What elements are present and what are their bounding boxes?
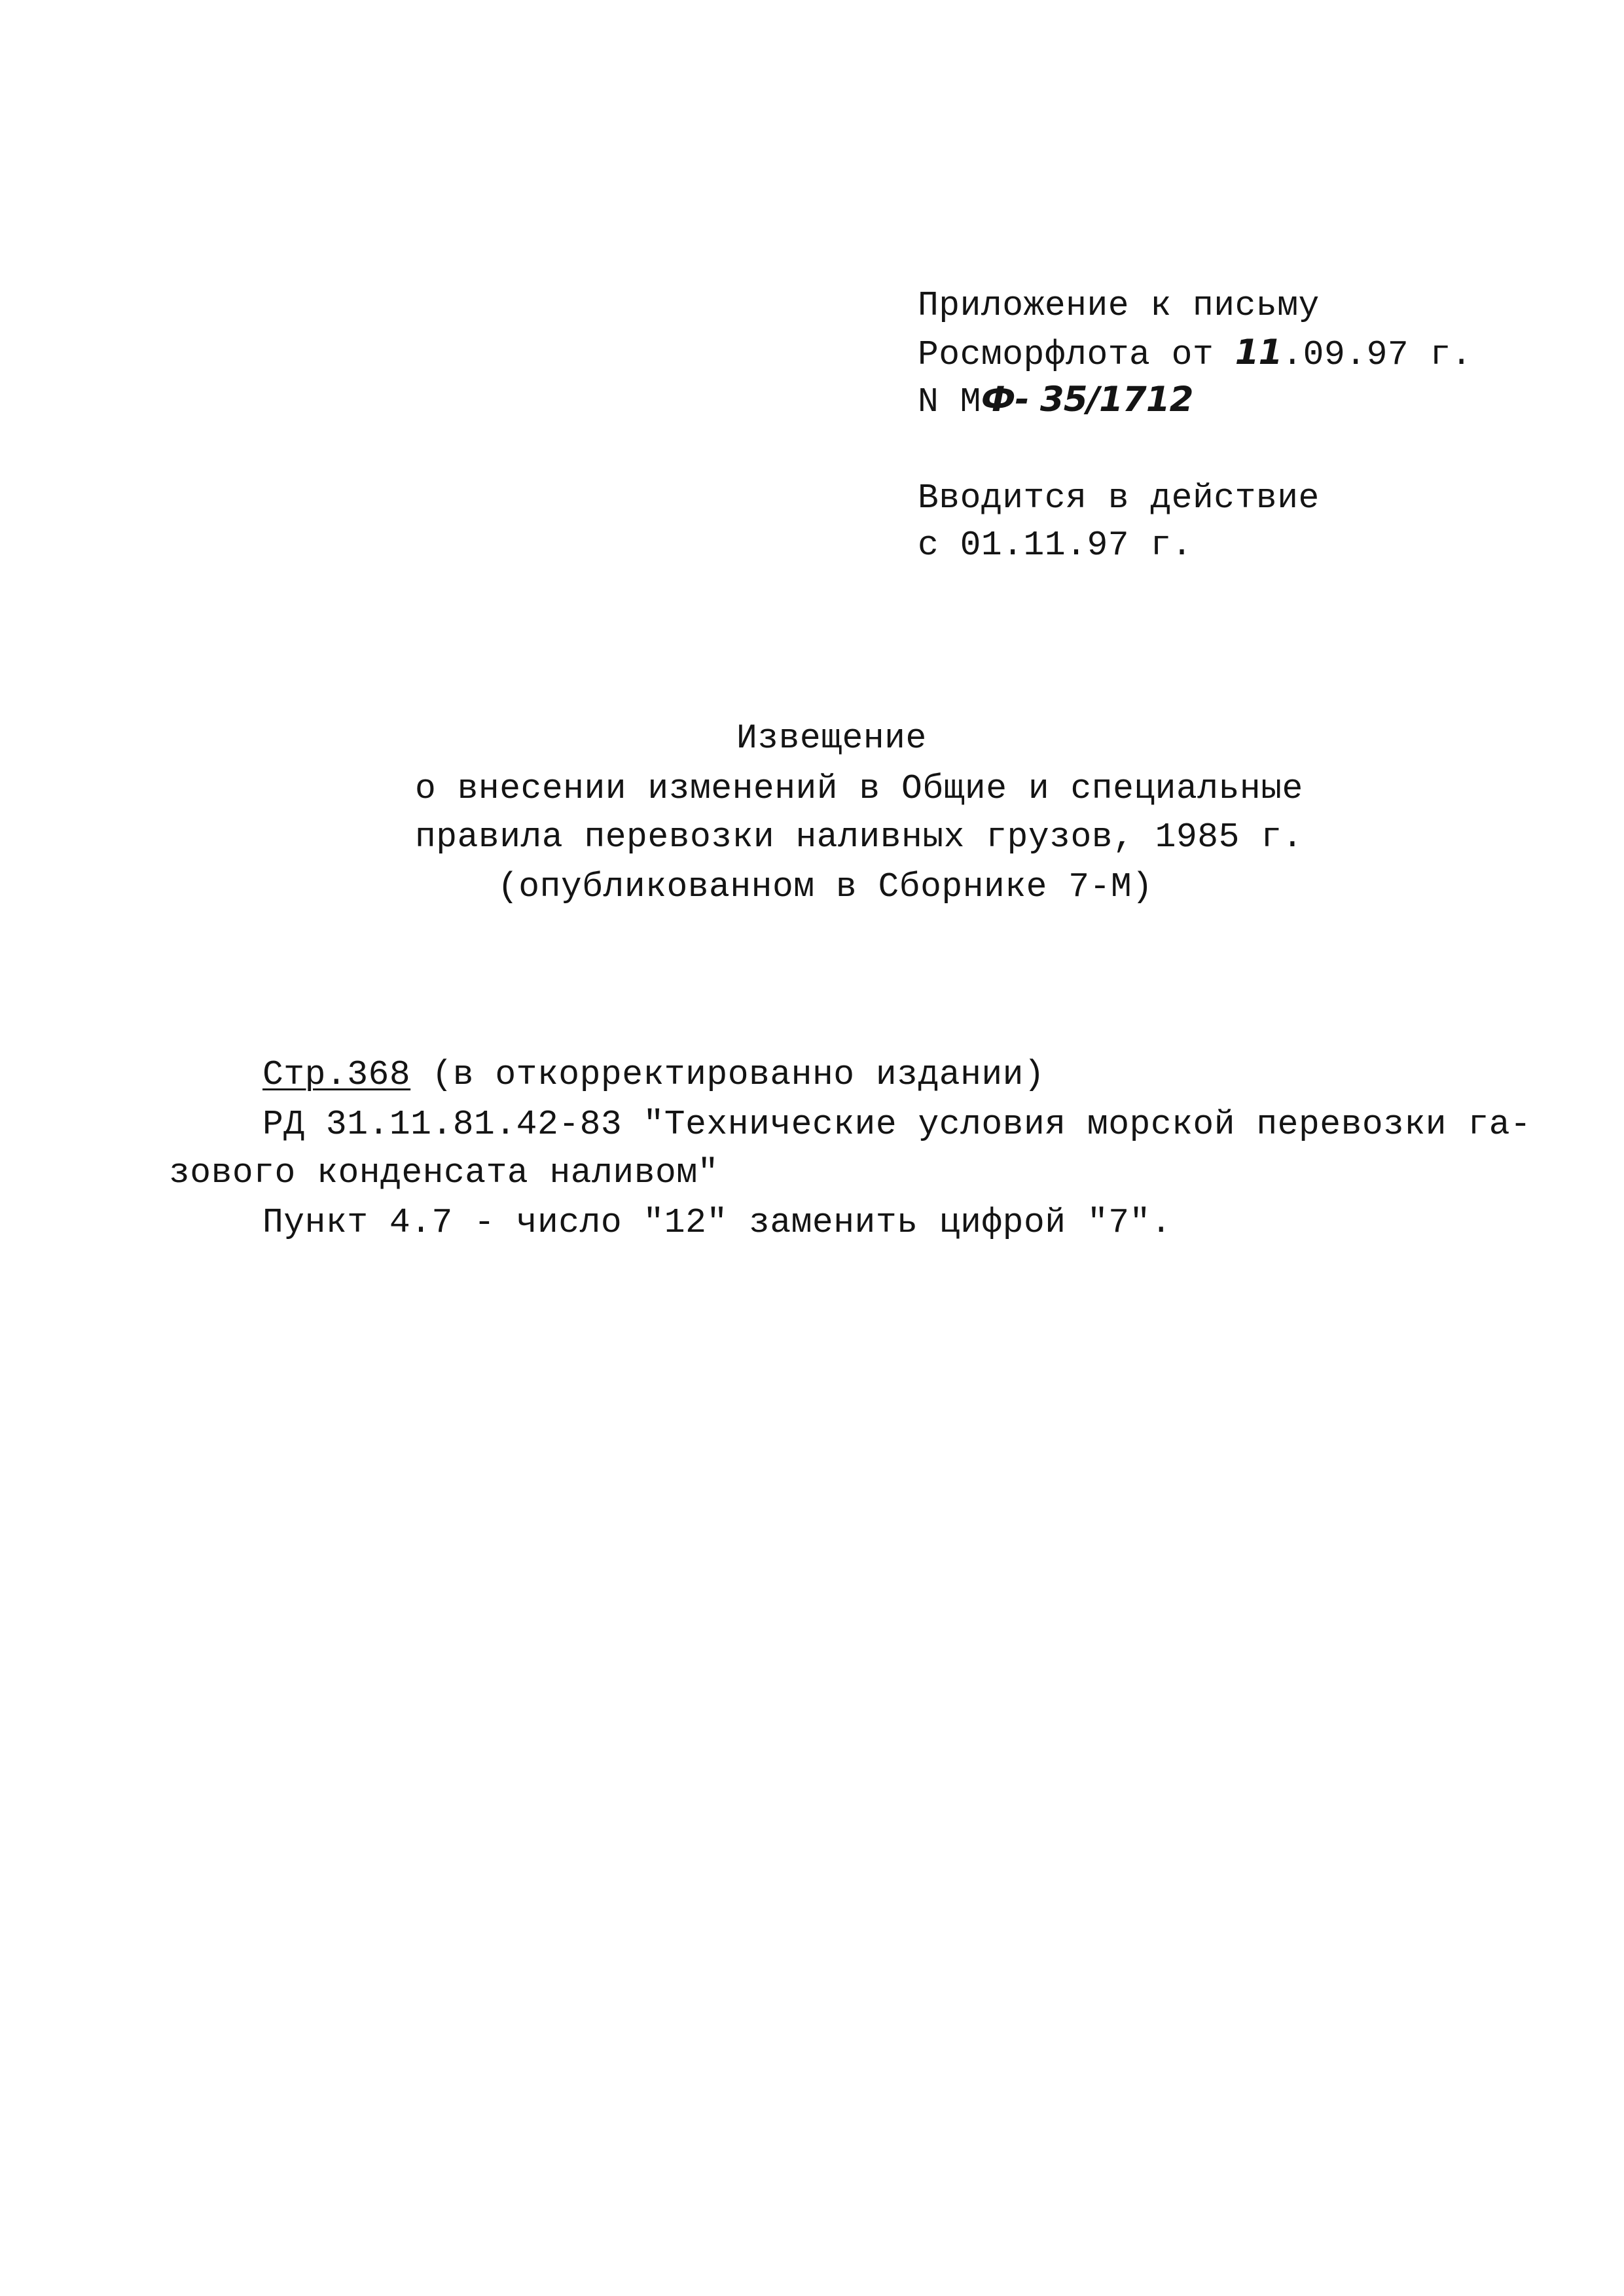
page-reference-line bbox=[262, 1053, 1045, 1096]
document-line-2: зового конденсата наливом" bbox=[169, 1153, 719, 1193]
document-line-1: РД 31.11.81.42-83 "Технические условия морской перевозки га- bbox=[262, 1105, 1532, 1144]
title-line-1: Извещение bbox=[736, 719, 927, 758]
appendix-line-2-prefix: Росморфлота от bbox=[918, 335, 1235, 374]
letter-number-prefix: N М bbox=[918, 382, 981, 422]
letter-number bbox=[918, 378, 1193, 423]
appendix-day-handwritten: 11 bbox=[1235, 332, 1282, 372]
letter-number-handwritten: Ф- 35/1712 bbox=[981, 380, 1193, 420]
effective-line-1: Вводится в действие bbox=[918, 478, 1320, 518]
page-reference-note: (в откорректированно издании) bbox=[410, 1055, 1045, 1094]
effective-line-2: с 01.11.97 г. bbox=[918, 526, 1193, 565]
appendix-line-2 bbox=[918, 331, 1472, 376]
appendix-line-1: Приложение к письму bbox=[918, 286, 1320, 325]
page-reference: Стр.368 bbox=[262, 1055, 411, 1094]
title-line-2: о внесении изменений в Общие и специальные bbox=[415, 769, 1303, 808]
appendix-line-2-suffix: .09.97 г. bbox=[1282, 335, 1473, 374]
title-line-4: (опубликованном в Сборнике 7-М) bbox=[497, 867, 1153, 906]
title-line-3: правила перевозки наливных грузов, 1985 г. bbox=[415, 817, 1303, 857]
change-instruction: Пункт 4.7 - число "12" заменить цифрой "7". bbox=[262, 1203, 1172, 1242]
